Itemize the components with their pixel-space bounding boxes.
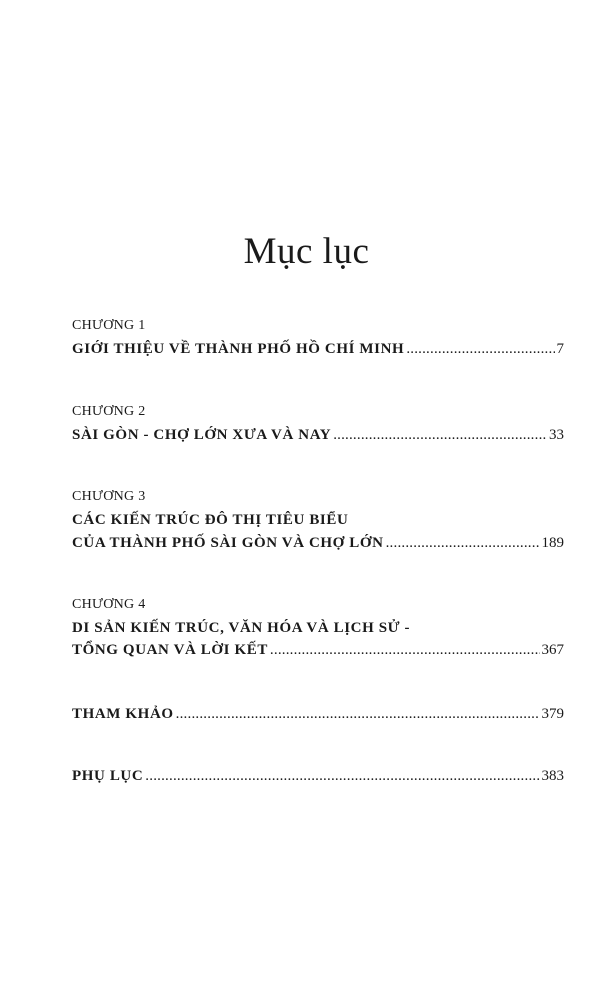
page-number: 189 — [541, 535, 564, 551]
entry-title-line[interactable]: DI SẢN KIẾN TRÚC, VĂN HÓA VÀ LỊCH SỬ - — [72, 620, 411, 636]
page-title: Mục lục — [243, 231, 370, 272]
toc-entry-chapter-4[interactable] — [72, 640, 564, 660]
dot-leader — [176, 704, 540, 724]
entry-title: TỔNG QUAN VÀ LỜI KẾT — [72, 642, 268, 658]
dot-leader — [406, 339, 554, 359]
entry-title: GIỚI THIỆU VỀ THÀNH PHỐ HỒ CHÍ MINH — [72, 341, 405, 357]
page-number: 379 — [541, 706, 564, 722]
dot-leader — [333, 425, 547, 445]
chapter-label: CHƯƠNG 3 — [72, 489, 146, 504]
page-number: 33 — [549, 427, 564, 443]
entry-title-line[interactable]: CÁC KIẾN TRÚC ĐÔ THỊ TIÊU BIỂU — [72, 512, 349, 528]
entry-title: SÀI GÒN - CHỢ LỚN XƯA VÀ NAY — [72, 427, 332, 443]
entry-title: CỦA THÀNH PHỐ SÀI GÒN VÀ CHỢ LỚN — [72, 535, 384, 551]
toc-entry-references[interactable] — [72, 704, 564, 724]
page-number: 367 — [541, 642, 564, 658]
chapter-label: CHƯƠNG 1 — [72, 318, 146, 333]
toc-entry-appendix[interactable] — [72, 766, 564, 786]
toc-entry-chapter-1[interactable] — [72, 339, 564, 359]
page-number: 383 — [541, 768, 564, 784]
chapter-label: CHƯƠNG 4 — [72, 597, 146, 612]
toc-entry-chapter-3[interactable] — [72, 533, 564, 553]
dot-leader — [270, 640, 540, 660]
chapter-label: CHƯƠNG 2 — [72, 404, 146, 419]
dot-leader — [145, 766, 539, 786]
dot-leader — [386, 533, 540, 553]
entry-title: PHỤ LỤC — [72, 768, 144, 784]
toc-entry-chapter-2[interactable] — [72, 425, 564, 445]
entry-title: THAM KHẢO — [72, 706, 174, 722]
page-number: 7 — [556, 341, 564, 357]
